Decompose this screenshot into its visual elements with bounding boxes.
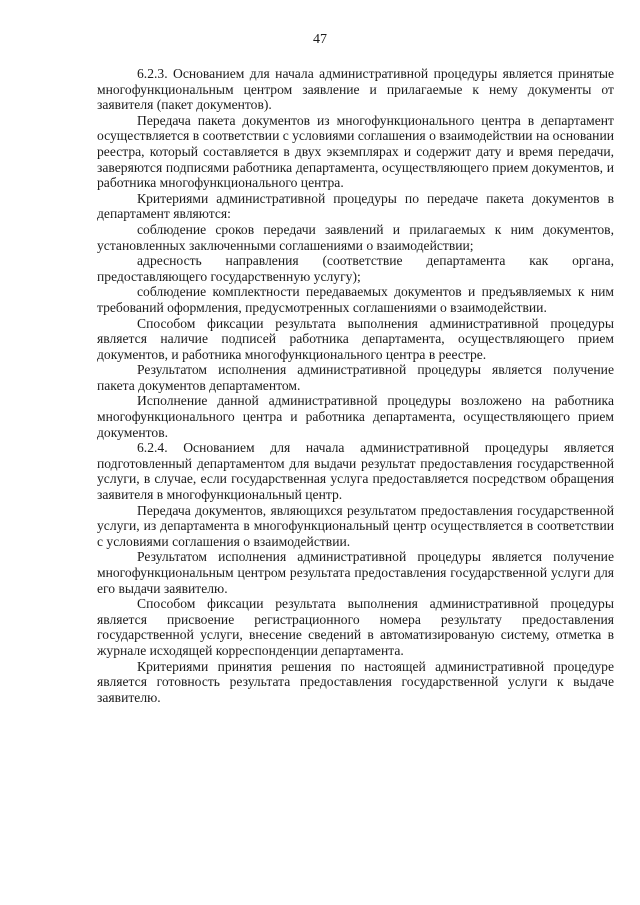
page-number: 47 bbox=[313, 32, 327, 47]
paragraph-result-receipt: Результатом исполнения административной процедуры является получение многофункциональным центром результата предоставления государственной услуги для его выдачи заявителю. bbox=[97, 549, 614, 596]
paragraph-package-transfer: Передача пакета документов из многофункционального центра в департамент осуществляется в соответствии с условиями соглашения о взаимодействии на основании реестра, который составляется в двух экземплярах и содержит дату и время передачи, заверяются подписями работника департамента, осуществляющего прием документов, и работника многофункционального центра. bbox=[97, 112, 614, 191]
paragraph-6-2-3-basis: 6.2.3. Основанием для начала административной процедуры является принятые многофункциональным центром заявление и прилагаемые к нему документы от заявителя (пакет документов). bbox=[97, 66, 614, 113]
paragraph-execution: Исполнение данной административной процедуры возложено на работника многофункционального центра и работника департамента, осуществляющего прием документов. bbox=[97, 393, 614, 440]
paragraph-fixation-registration: Способом фиксации результата выполнения административной процедуры является присвоение регистрационного номера результату предоставления государственной услуги, внесение сведений в автоматизированую систему, отметка в журнале исходящей корреспонденции департамента. bbox=[97, 596, 614, 658]
paragraph-criterion-addressing: адресность направления (соответствие департамента как органа, предоставляющего государственную услугу); bbox=[97, 253, 614, 284]
paragraph-criterion-deadlines: соблюдение сроков передачи заявлений и прилагаемых к ним документов, установленных заключенными соглашениями о взаимодействии; bbox=[97, 221, 614, 253]
paragraph-result: Результатом исполнения административной процедуры является получение пакета документов департаментом. bbox=[97, 362, 614, 393]
document-body bbox=[97, 66, 614, 705]
paragraph-criterion-completeness: соблюдение комплектности передаваемых документов и предъявляемых к ним требований оформления, предусмотренных соглашениями о взаимодействии. bbox=[97, 284, 614, 315]
paragraph-documents-transfer: Передача документов, являющихся результатом предоставления государственной услуги, из департамента в многофункциональный центр осуществляется в соответствии с условиями соглашения о взаимодействии. bbox=[97, 502, 614, 549]
paragraph-criteria-intro: Критериями административной процедуры по передаче пакета документов в департамент являются: bbox=[97, 190, 614, 222]
paragraph-6-2-4-basis: 6.2.4. Основанием для начала административной процедуры является подготовленный департаментом для выдачи результат предоставления государственной услуги, в случае, если государственная услуга предоставляется посредством обращения заявителя в многофункциональный центр. bbox=[97, 440, 614, 503]
paragraph-fixation-method: Способом фиксации результата выполнения административной процедуры является наличие подписей работника департамента, осуществляющего прием документов, и работника многофункционального центра в реестре. bbox=[97, 315, 614, 362]
paragraph-decision-criteria: Критериями принятия решения по настоящей административной процедуре является готовность результата предоставления государственной услуги к выдаче заявителю. bbox=[97, 658, 614, 705]
